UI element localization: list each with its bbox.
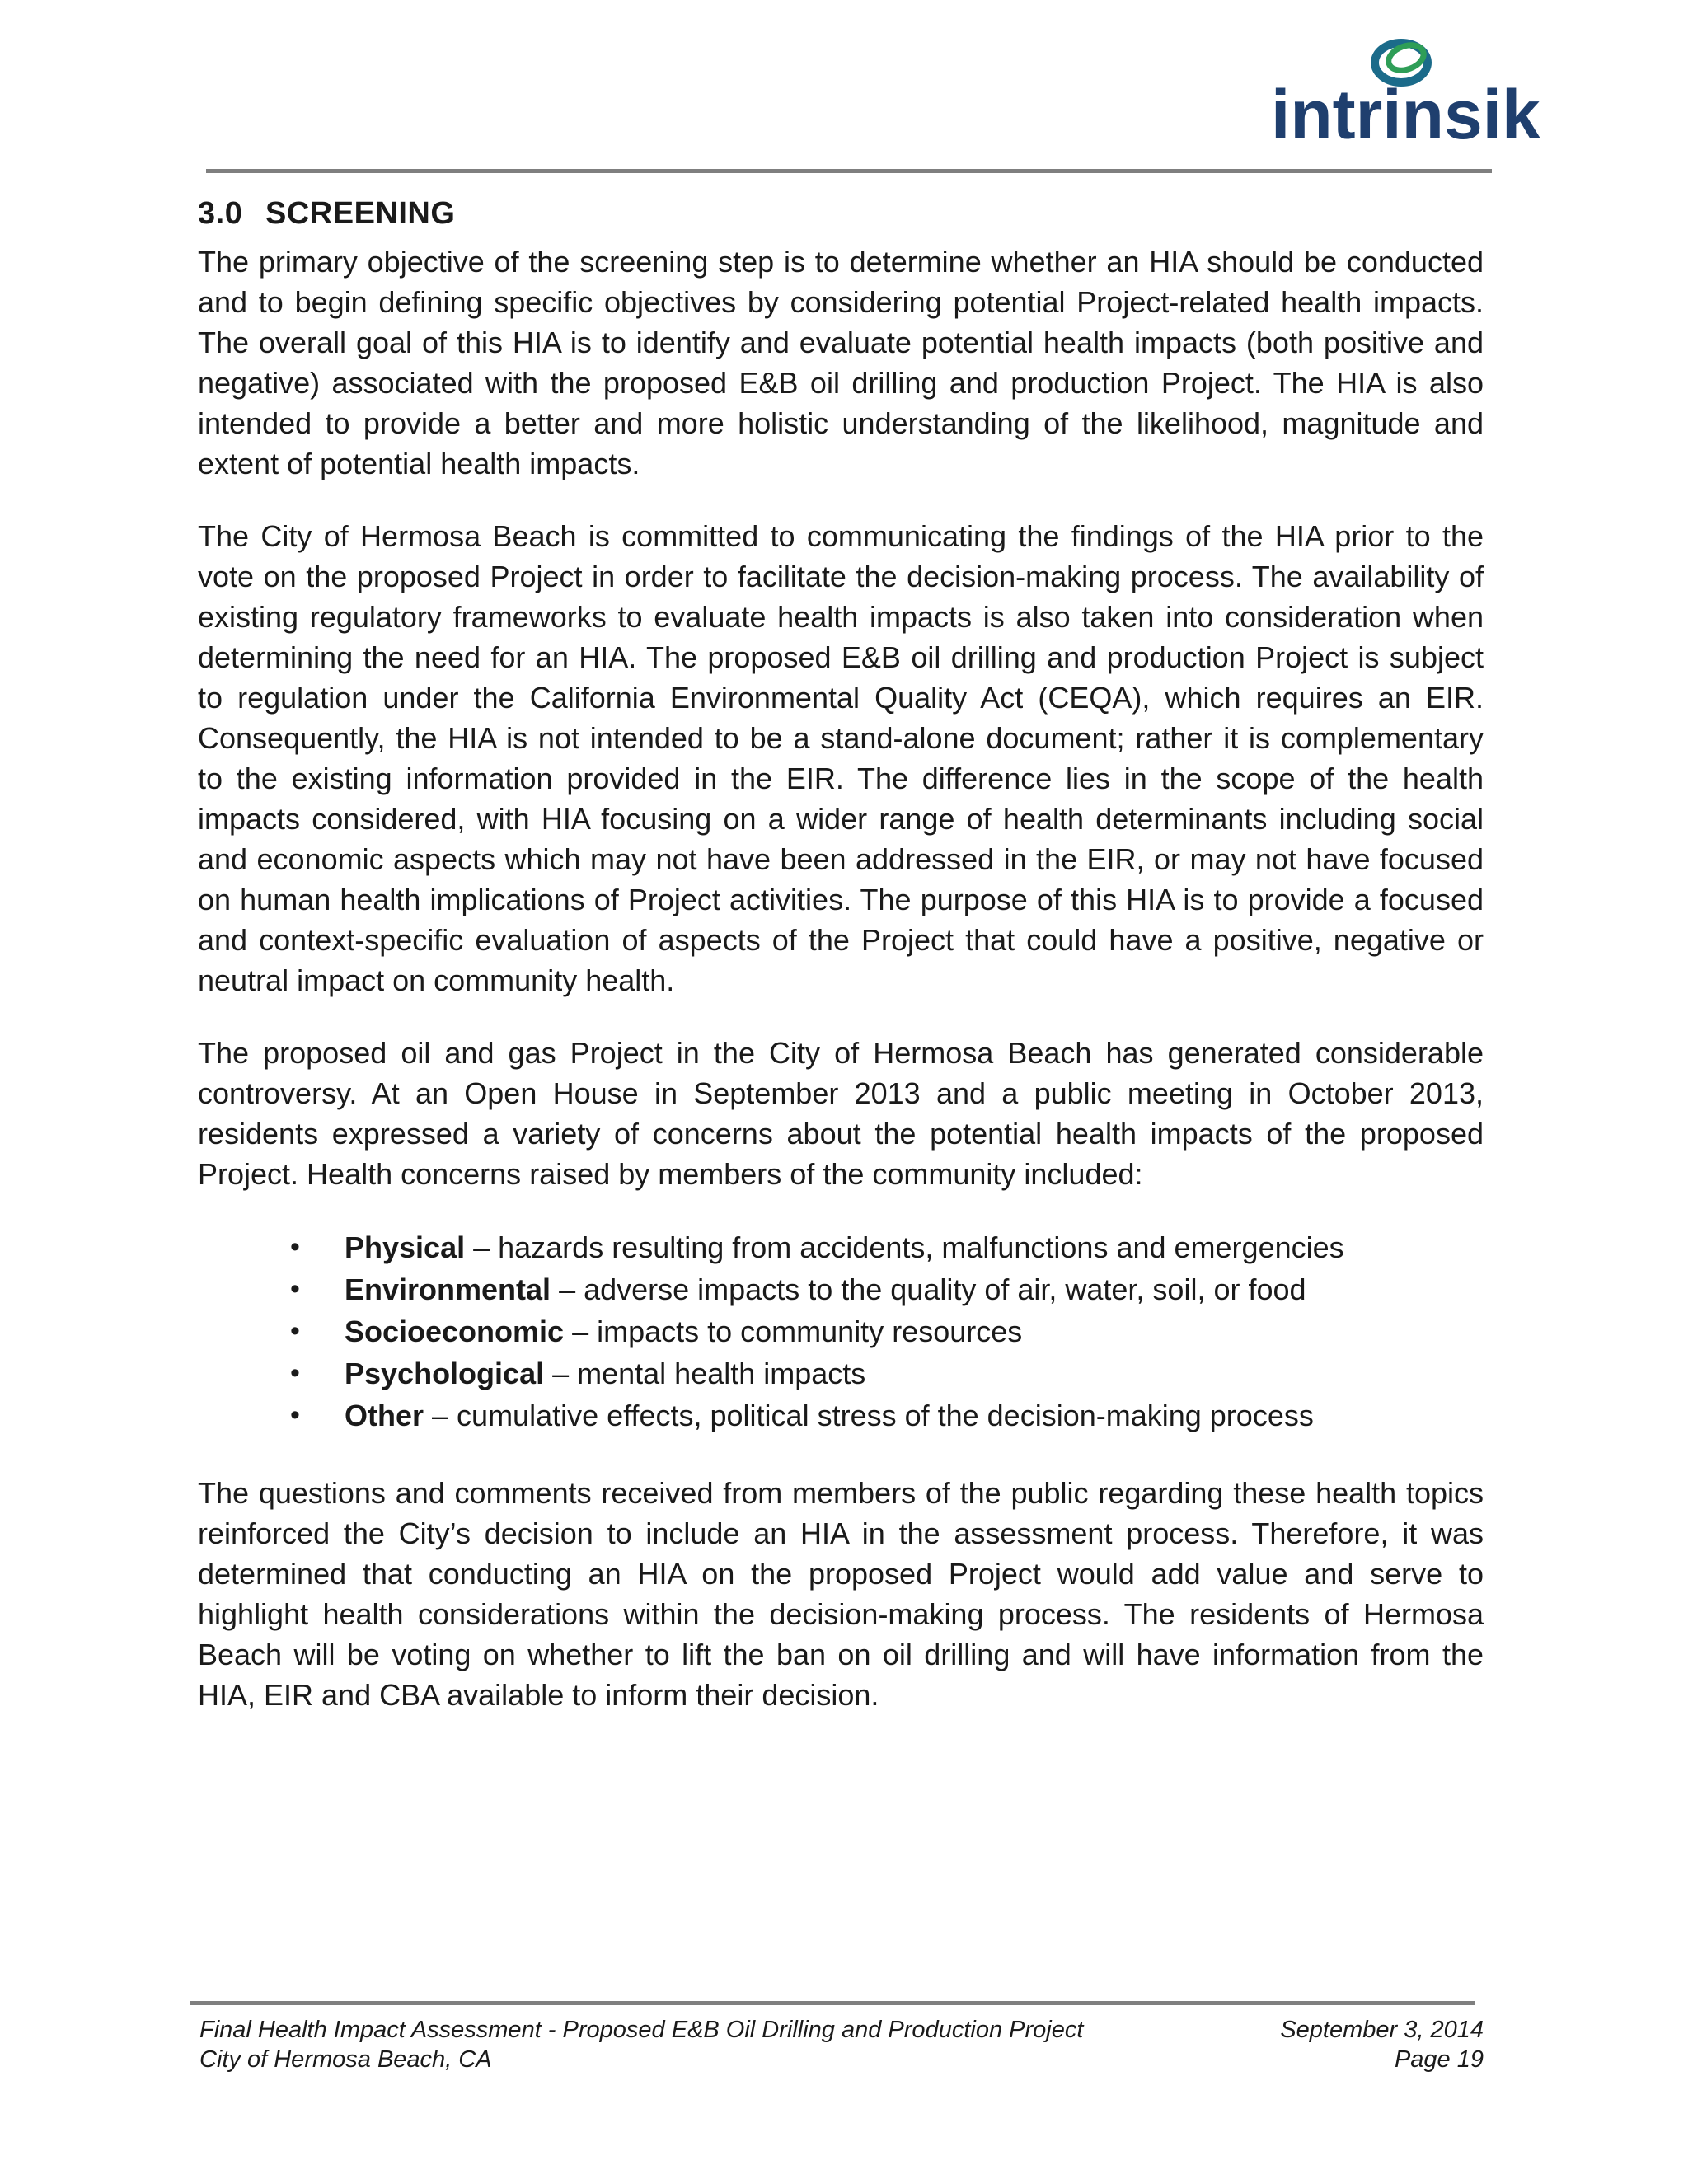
bullet-term: Physical [345, 1230, 466, 1264]
bullet-term: Psychological [345, 1357, 545, 1390]
list-item [290, 1226, 1484, 1268]
bullet-term: Socioeconomic [345, 1315, 565, 1348]
bullet-icon: • [290, 1231, 300, 1263]
list-item [290, 1352, 1484, 1394]
intrinsik-logo-ring-icon [1268, 33, 1540, 153]
footer-page-number: Page 19 [1394, 2046, 1484, 2073]
bullet-icon: • [290, 1357, 300, 1389]
footer-doc-title: Final Health Impact Assessment - Proposed E&B Oil Drilling and Production Project [199, 2017, 1084, 2043]
closing-paragraph: The questions and comments received from members of the public regarding these health topics reinforced the City’s decision to include an HIA in the assessment process. Therefore, it was determined that conducting an HIA on the proposed Project would add value and serve to highlight health considerations within the decision-making process. The residents of Hermosa Beach will be voting on whether to lift the ban on oil drilling and will have information from the HIA, EIR and CBA available to inform their decision. [198, 1476, 1484, 1712]
health-concerns-list [198, 1226, 1484, 1436]
bullet-desc: – impacts to community resources [564, 1315, 1023, 1348]
bullet-icon: • [290, 1315, 300, 1347]
list-item [290, 1310, 1484, 1352]
bullet-icon: • [290, 1399, 300, 1431]
list-item [290, 1394, 1484, 1436]
section-title: SCREENING [265, 196, 456, 231]
footer-location: City of Hermosa Beach, CA [199, 2046, 492, 2073]
intrinsik-logo [1268, 33, 1540, 153]
footer-date: September 3, 2014 [1280, 2017, 1484, 2043]
page-content [198, 196, 1484, 1747]
header-rule [206, 169, 1492, 173]
bullet-desc: – adverse impacts to the quality of air, water, soil, or food [551, 1272, 1306, 1306]
list-item [290, 1268, 1484, 1310]
paragraph-1: The primary objective of the screening step is to determine whether an HIA should be conducted and to begin defining specific objectives by considering potential Project-related health impacts. The overall goal of this HIA is to identify and evaluate potential health impacts (both positive and negative) associated with the proposed E&B oil drilling and production Project. The HIA is also intended to provide a better and more holistic understanding of the likelihood, magnitude and extent of potential health impacts. [198, 245, 1484, 480]
bullet-term: Other [345, 1399, 424, 1432]
page-footer [199, 2015, 1484, 2074]
paragraph-2: The City of Hermosa Beach is committed to communicating the findings of the HIA prior to the vote on the proposed Project in order to facilitate the decision-making process. The availability of existing regulatory frameworks to evaluate health impacts is also taken into consideration when determining the need for an HIA. The proposed E&B oil drilling and production Project is subject to regulation under the California Environmental Quality Act (CEQA), which requires an EIR. Consequently, the HIA is not intended to be a stand-alone document; rather it is complementary to the existing information provided in the EIR. The difference lies in the scope of the health impacts considered, with HIA focusing on a wider range of health determinants including social and economic aspects which may not have been addressed in the EIR, or may not have focused on human health implications of Project activities. The purpose of this HIA is to provide a focused and context-specific evaluation of aspects of the Project that could have a positive, negative or neutral impact on community health. [198, 519, 1484, 997]
bullet-desc: – cumulative effects, political stress of the decision-making process [424, 1399, 1314, 1432]
bullet-icon: • [290, 1273, 300, 1305]
bullet-term: Environmental [345, 1272, 551, 1306]
section-number: 3.0 [198, 196, 243, 231]
section-heading [198, 196, 1484, 232]
paragraph-3: The proposed oil and gas Project in the City of Hermosa Beach has generated considerable controversy. At an Open House in September 2013 and a public meeting in October 2013, residents expressed a variety of concerns about the potential health impacts of the proposed Project. Health concerns raised by members of the community included: [198, 1036, 1484, 1191]
logo-text: intrinsik [1271, 76, 1540, 153]
bullet-desc: – hazards resulting from accidents, malfunctions and emergencies [465, 1230, 1344, 1264]
bullet-desc: – mental health impacts [544, 1357, 866, 1390]
footer-rule [190, 2001, 1475, 2005]
